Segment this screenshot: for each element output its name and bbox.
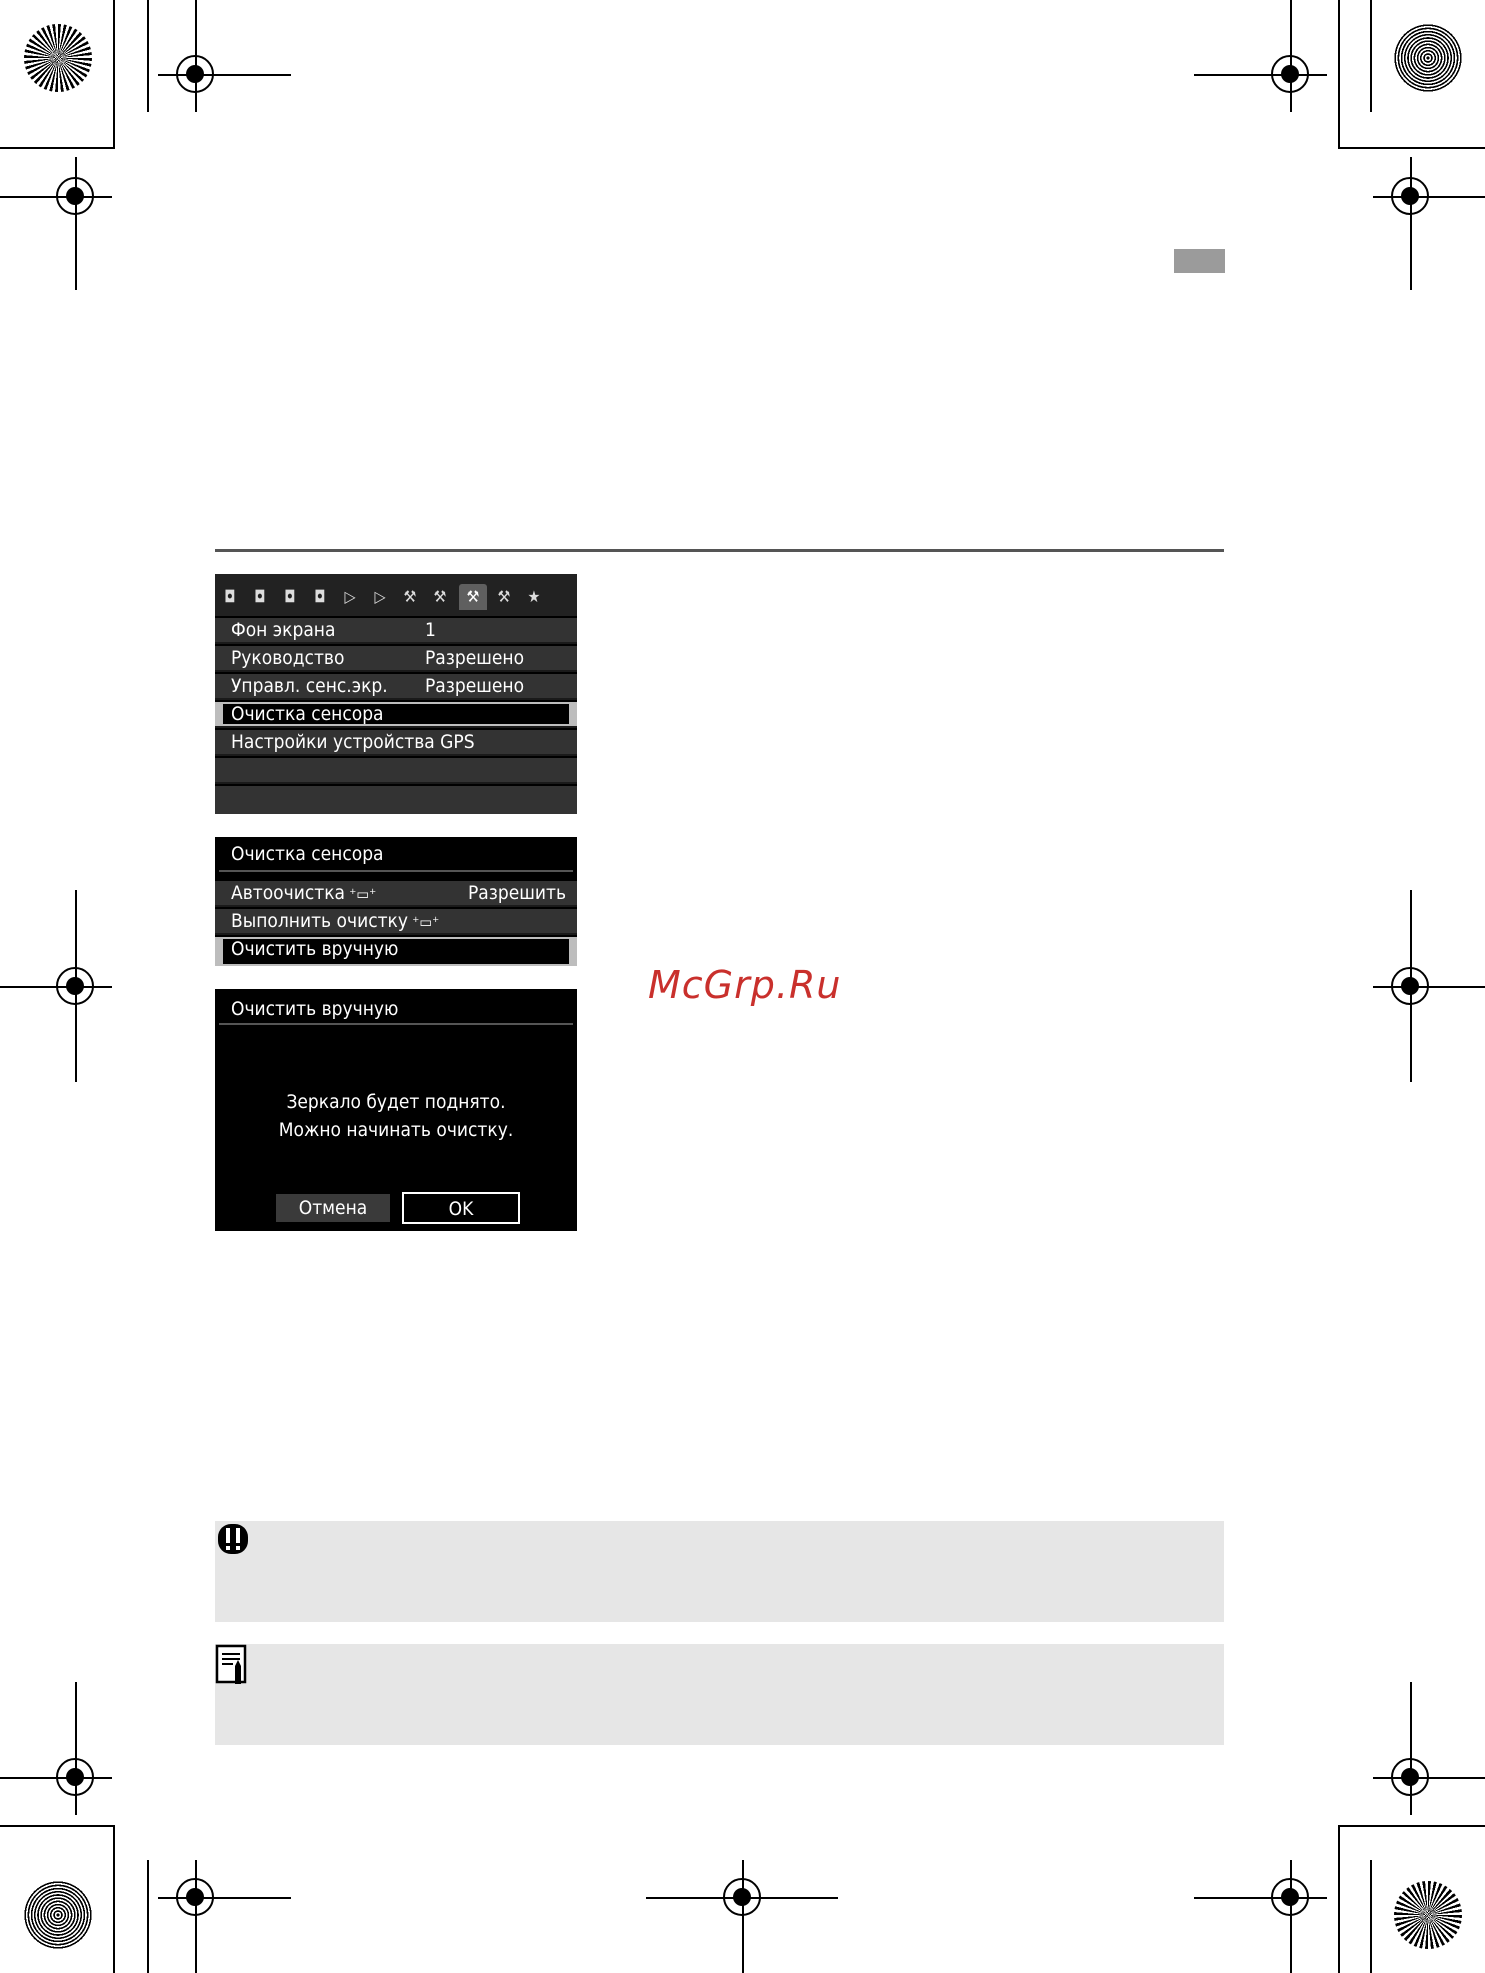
cancel-button[interactable]: Отмена — [276, 1194, 390, 1222]
registration-mark-icon — [1380, 956, 1440, 1016]
screen-title: Очистить вручную — [231, 998, 399, 1020]
ok-button[interactable]: OK — [402, 1192, 520, 1224]
menu-item[interactable] — [215, 674, 577, 700]
registration-mark-icon — [45, 1747, 105, 1807]
registration-mark-icon — [165, 44, 225, 104]
sensor-clean-icon: ⁺▭⁺ — [345, 885, 377, 903]
sensor-cleaning-screen — [215, 837, 577, 966]
setup-3-icon[interactable]: ⚒ — [459, 584, 487, 610]
my-menu-icon[interactable]: ★ — [527, 587, 541, 606]
camera-4-icon[interactable]: ◘ — [314, 587, 326, 606]
watermark: McGrp.Ru — [648, 963, 842, 1007]
caution-icon — [215, 1521, 251, 1557]
registration-mark-icon — [165, 1867, 225, 1927]
camera-1-icon[interactable]: ◘ — [224, 587, 236, 606]
menu-item-selected[interactable] — [215, 702, 577, 728]
menu-item-value: Разрешено — [425, 675, 525, 697]
registration-target-icon — [1394, 24, 1462, 92]
registration-target-icon — [1394, 1881, 1462, 1949]
registration-mark-icon — [45, 956, 105, 1016]
chapter-tab-marker — [1174, 249, 1225, 273]
registration-mark-icon — [1260, 44, 1320, 104]
menu-item[interactable] — [215, 730, 577, 756]
registration-mark-icon — [45, 166, 105, 226]
menu-item-label: Автоочистка ⁺▭⁺ — [231, 882, 377, 904]
menu-screen — [215, 574, 577, 814]
message-line: Можно начинать очистку. — [278, 1119, 514, 1141]
menu-item[interactable] — [215, 646, 577, 672]
menu-item-value: Разрешить — [468, 882, 567, 904]
menu-item-label: Очистить вручную — [231, 938, 399, 960]
registration-target-icon — [24, 1881, 92, 1949]
message-line: Зеркало будет поднято. — [286, 1091, 506, 1113]
note-box — [215, 1644, 1224, 1745]
menu-item-label: Управл. сенс.экр. — [231, 675, 388, 697]
camera-3-icon[interactable]: ◘ — [284, 587, 296, 606]
camera-2-icon[interactable]: ◘ — [254, 587, 266, 606]
playback-1-icon[interactable]: ▷ — [344, 587, 356, 606]
menu-item-selected[interactable] — [215, 937, 577, 966]
menu-item-value: Разрешено — [425, 647, 525, 669]
registration-mark-icon — [712, 1867, 772, 1927]
registration-mark-icon — [1380, 166, 1440, 226]
setup-4-icon[interactable]: ⚒ — [497, 587, 511, 606]
sensor-clean-icon: ⁺▭⁺ — [407, 913, 440, 931]
menu-item-label: Руководство — [231, 647, 345, 669]
menu-item[interactable] — [215, 909, 577, 935]
section-divider — [215, 549, 1224, 552]
menu-item-label: Настройки устройства GPS — [231, 731, 475, 753]
note-icon — [215, 1644, 251, 1686]
menu-item-label: Фон экрана — [231, 619, 336, 641]
menu-item-empty — [215, 758, 577, 784]
caution-box — [215, 1521, 1224, 1622]
screen-title: Очистка сенсора — [231, 843, 384, 865]
menu-item-empty — [215, 786, 577, 814]
menu-tabs — [215, 574, 577, 616]
menu-item-label: Выполнить очистку ⁺▭⁺ — [231, 910, 440, 932]
registration-mark-icon — [1260, 1867, 1320, 1927]
menu-item[interactable] — [215, 881, 577, 907]
playback-2-icon[interactable]: ▷ — [374, 587, 386, 606]
registration-target-icon — [24, 24, 92, 92]
registration-mark-icon — [1380, 1747, 1440, 1807]
menu-item-label: Очистка сенсора — [231, 703, 384, 725]
manual-cleaning-screen — [215, 989, 577, 1231]
setup-2-icon[interactable]: ⚒ — [433, 587, 447, 606]
menu-item[interactable] — [215, 618, 577, 644]
menu-item-value: 1 — [425, 619, 436, 641]
setup-1-icon[interactable]: ⚒ — [403, 587, 417, 606]
